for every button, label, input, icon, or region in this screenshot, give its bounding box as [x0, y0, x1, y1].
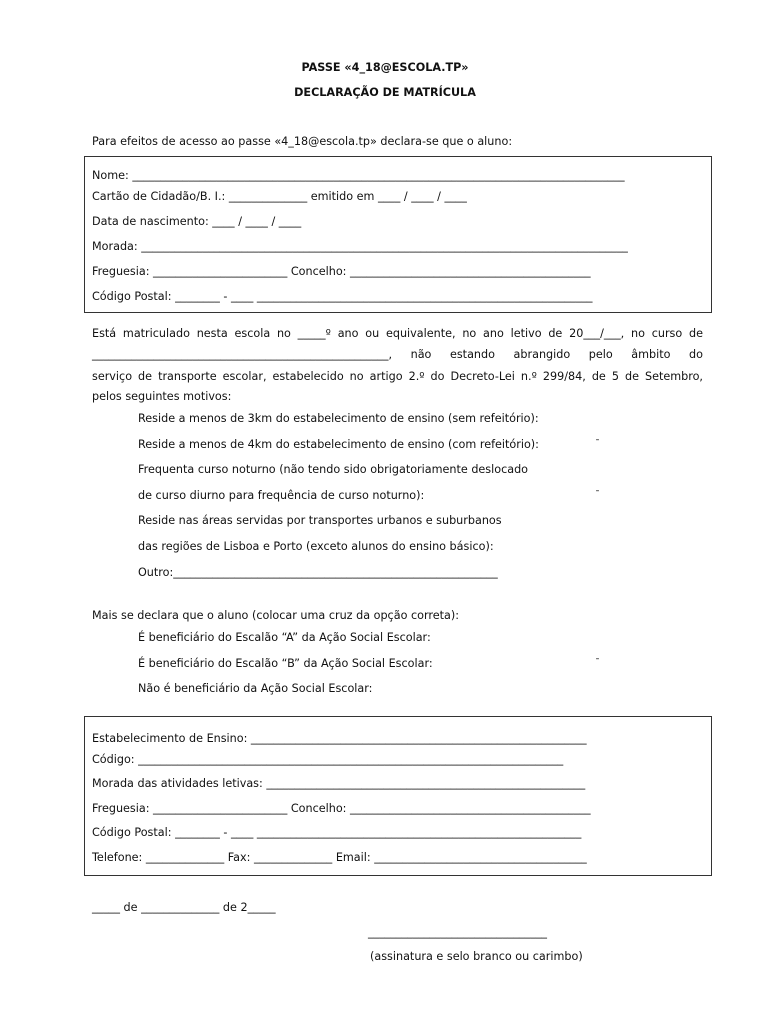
signature-line[interactable]: ________________________________ [368, 926, 547, 939]
codigo-escola-field[interactable]: Código: ____________________________________________________________________________ [92, 753, 564, 766]
checkbox-motivo-noturno[interactable]: ¯ [595, 490, 600, 501]
escola-contactos-field[interactable]: Telefone: ______________ Fax: ______________ Email: ______________________________________ [92, 851, 587, 864]
motivo-noturno-line-2: de curso diurno para frequência de curso noturno): [138, 489, 425, 502]
motivo-urbanos-line-2: das regiões de Lisboa e Porto (exceto alunos do ensino básico): [138, 540, 494, 553]
signature-label: (assinatura e selo branco ou carimbo) [370, 950, 583, 963]
document-subtitle: DECLARAÇÃO DE MATRÍCULA [294, 86, 476, 99]
escola-codigo-postal-field[interactable]: Código Postal: ________ - ____ __________________________________________________________ [92, 826, 582, 839]
date-field[interactable]: _____ de ______________ de 2_____ [92, 901, 276, 914]
enrollment-line-1: Está matriculado nesta escola no _____º ano ou equivalente, no ano letivo de 20___/___, no curso de [92, 327, 703, 340]
motivo-noturno-line-1: Frequenta curso noturno (não tendo sido obrigatoriamente deslocado [138, 463, 529, 476]
codigo-postal-field[interactable]: Código Postal: ________ - ____ ____________________________________________________________ [92, 290, 593, 303]
data-nascimento-field[interactable]: Data de nascimento: ____ / ____ / ____ [92, 215, 302, 228]
enrollment-line-2: _____________________________________________________, não estando abrangido pelo âmbito do [92, 348, 703, 361]
checkbox-motivo-4km[interactable]: ¯ [595, 439, 600, 450]
escola-freguesia-concelho-field[interactable]: Freguesia: ________________________ Concelho: ___________________________________________ [92, 802, 591, 815]
social-intro: Mais se declara que o aluno (colocar uma cruz da opção correta): [92, 609, 459, 622]
checkbox-escalao-b[interactable]: ¯ [595, 658, 600, 669]
morada-atividades-field[interactable]: Morada das atividades letivas: _________________________________________________________ [92, 777, 586, 790]
enrollment-line-4: pelos seguintes motivos: [92, 390, 232, 403]
morada-field[interactable]: Morada: _______________________________________________________________________________________ [92, 240, 628, 253]
estabelecimento-field[interactable]: Estabelecimento de Ensino: ____________________________________________________________ [92, 732, 587, 745]
nome-field[interactable]: Nome: ________________________________________________________________________________________ [92, 169, 625, 182]
motivo-urbanos-line-1: Reside nas áreas servidas por transportes urbanos e suburbanos [138, 514, 502, 527]
escalao-a-option: É beneficiário do Escalão “A” da Ação Social Escolar: [138, 631, 431, 644]
nao-beneficiario-option: Não é beneficiário da Ação Social Escolar: [138, 682, 373, 695]
enrollment-line-3: serviço de transporte escolar, estabelecido no artigo 2.º do Decreto-Lei n.º 299/84, de 5 de Setembro, [92, 370, 703, 383]
freguesia-concelho-field[interactable]: Freguesia: ________________________ Concelho: ___________________________________________ [92, 265, 591, 278]
escalao-b-option: É beneficiário do Escalão “B” da Ação Social Escolar: [138, 657, 433, 670]
motivo-outro-field[interactable]: Outro:__________________________________________________________ [138, 566, 498, 579]
motivo-4km: Reside a menos de 4km do estabelecimento de ensino (com refeitório): [138, 438, 539, 451]
document-title: PASSE «4_18@ESCOLA.TP» [301, 61, 469, 74]
cartao-cidadao-field[interactable]: Cartão de Cidadão/B. I.: ______________ emitido em ____ / ____ / ____ [92, 190, 467, 203]
motivo-3km: Reside a menos de 3km do estabelecimento de ensino (sem refeitório): [138, 412, 539, 425]
intro-text: Para efeitos de acesso ao passe «4_18@escola.tp» declara-se que o aluno: [92, 135, 513, 148]
